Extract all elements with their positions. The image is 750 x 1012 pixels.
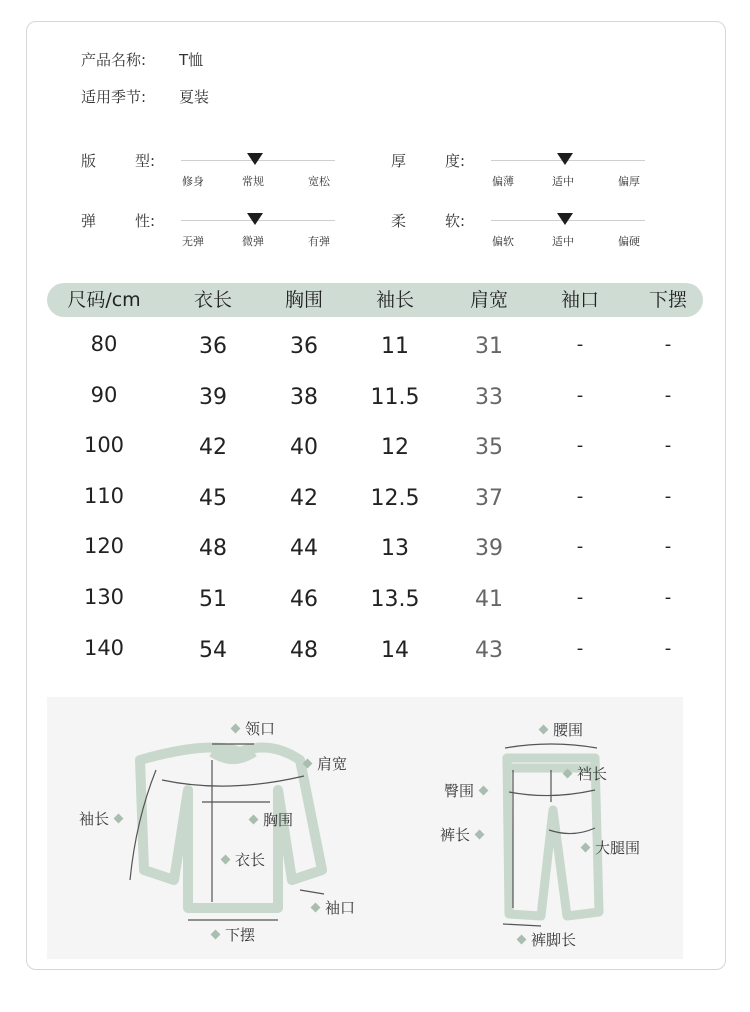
table-cell: - [664,334,672,355]
label-rise: 裆长 [558,763,607,784]
scale-option-label: 偏硬 [618,235,640,248]
attribute-scale [491,152,645,192]
table-cell: - [576,334,584,355]
label-cuff: 袖口 [306,897,355,918]
label-chest: 胸围 [244,809,293,830]
label-thigh: 大腿围 [576,837,640,858]
label-length: 衣长 [216,849,265,870]
diamond-icon [539,724,549,734]
table-cell: 12 [381,435,409,460]
table-cell: 11 [381,334,409,359]
table-cell: - [576,435,584,456]
table-header-cell: 肩宽 [469,289,509,311]
scale-option-label: 无弹 [182,235,204,248]
table-cell: 12.5 [370,486,420,511]
attribute-scale [491,212,645,252]
table-cell: 42 [199,435,227,460]
attribute-label: 版 型: [81,152,156,170]
table-cell: 48 [199,536,227,561]
attribute-scale [181,212,335,252]
diamond-icon [221,854,231,864]
table-cell: 44 [290,536,318,561]
table-cell: - [664,486,672,507]
table-header-cell: 衣长 [193,289,233,311]
table-cell: 120 [83,534,125,558]
table-cell: 14 [381,638,409,663]
table-cell: 41 [475,587,503,612]
table-cell: 100 [83,433,125,457]
scale-option-label: 偏软 [492,235,514,248]
diamond-icon [211,929,221,939]
table-cell: 43 [475,638,503,663]
scale-marker-icon [557,153,573,165]
label-pants-length: 裤长 [440,824,489,845]
table-cell: 80 [90,332,118,356]
table-cell: 130 [83,585,125,609]
table-cell: - [664,536,672,557]
table-cell: 90 [90,383,118,407]
attribute-label: 柔 软: [391,212,466,230]
table-cell: 37 [475,486,503,511]
table-cell: 42 [290,486,318,511]
scale-option-label: 偏薄 [492,175,514,188]
label-waist: 腰围 [534,719,583,740]
table-cell: - [664,435,672,456]
table-header-cell: 尺码/cm [67,289,141,311]
season-value: 夏装 [179,88,210,106]
diamond-icon [517,934,527,944]
scale-option-label: 修身 [182,175,204,188]
table-cell: 46 [290,587,318,612]
label-shoulder: 肩宽 [298,753,347,774]
diamond-icon [231,723,241,733]
diamond-icon [249,814,259,824]
table-cell: - [664,587,672,608]
table-cell: 11.5 [370,385,420,410]
table-cell: - [664,385,672,406]
table-cell: - [576,385,584,406]
table-cell: 45 [199,486,227,511]
diamond-icon [311,902,321,912]
table-cell: 54 [199,638,227,663]
label-hip: 臀围 [444,780,493,801]
product-name-label: 产品名称: [81,51,147,69]
table-cell: 13.5 [370,587,420,612]
table-cell: 31 [475,334,503,359]
scale-option-label: 微弹 [242,235,264,248]
scale-marker-icon [557,213,573,225]
table-cell: - [576,638,584,659]
table-cell: 38 [290,385,318,410]
table-cell: 36 [290,334,318,359]
table-cell: 40 [290,435,318,460]
table-cell: 140 [83,636,125,660]
table-cell: 36 [199,334,227,359]
scale-option-label: 适中 [552,235,574,248]
diamond-icon [114,813,124,823]
scale-option-label: 适中 [552,175,574,188]
table-cell: - [664,638,672,659]
season-label: 适用季节: [81,88,147,106]
attribute-label: 弹 性: [81,212,156,230]
scale-option-label: 宽松 [308,175,330,188]
table-cell: - [576,536,584,557]
table-cell: - [576,587,584,608]
label-leg-opening: 裤脚长 [512,929,576,950]
table-cell: 48 [290,638,318,663]
diamond-icon [563,768,573,778]
table-cell: 39 [199,385,227,410]
table-header-cell: 下摆 [648,289,688,311]
scale-option-label: 有弹 [308,235,330,248]
table-cell: 13 [381,536,409,561]
table-header-cell: 袖长 [375,289,415,311]
label-sleeve: 袖长 [79,808,128,829]
scale-marker-icon [247,213,263,225]
table-cell: 110 [83,484,125,508]
scale-option-label: 常规 [242,175,264,188]
product-name-row [81,49,203,70]
diamond-icon [479,785,489,795]
diamond-icon [581,842,591,852]
attribute-label: 厚 度: [391,152,466,170]
table-header-cell: 胸围 [284,289,324,311]
label-collar: 领口 [226,718,275,739]
table-cell: 39 [475,536,503,561]
season-row [81,86,209,107]
product-name-value: T恤 [179,51,204,69]
table-header-cell: 袖口 [560,289,600,311]
scale-marker-icon [247,153,263,165]
label-hem: 下摆 [206,924,255,945]
table-cell: 35 [475,435,503,460]
scale-option-label: 偏厚 [618,175,640,188]
table-cell: 51 [199,587,227,612]
table-cell: - [576,486,584,507]
table-cell: 33 [475,385,503,410]
diamond-icon [303,758,313,768]
diamond-icon [475,829,485,839]
attribute-scale [181,152,335,192]
